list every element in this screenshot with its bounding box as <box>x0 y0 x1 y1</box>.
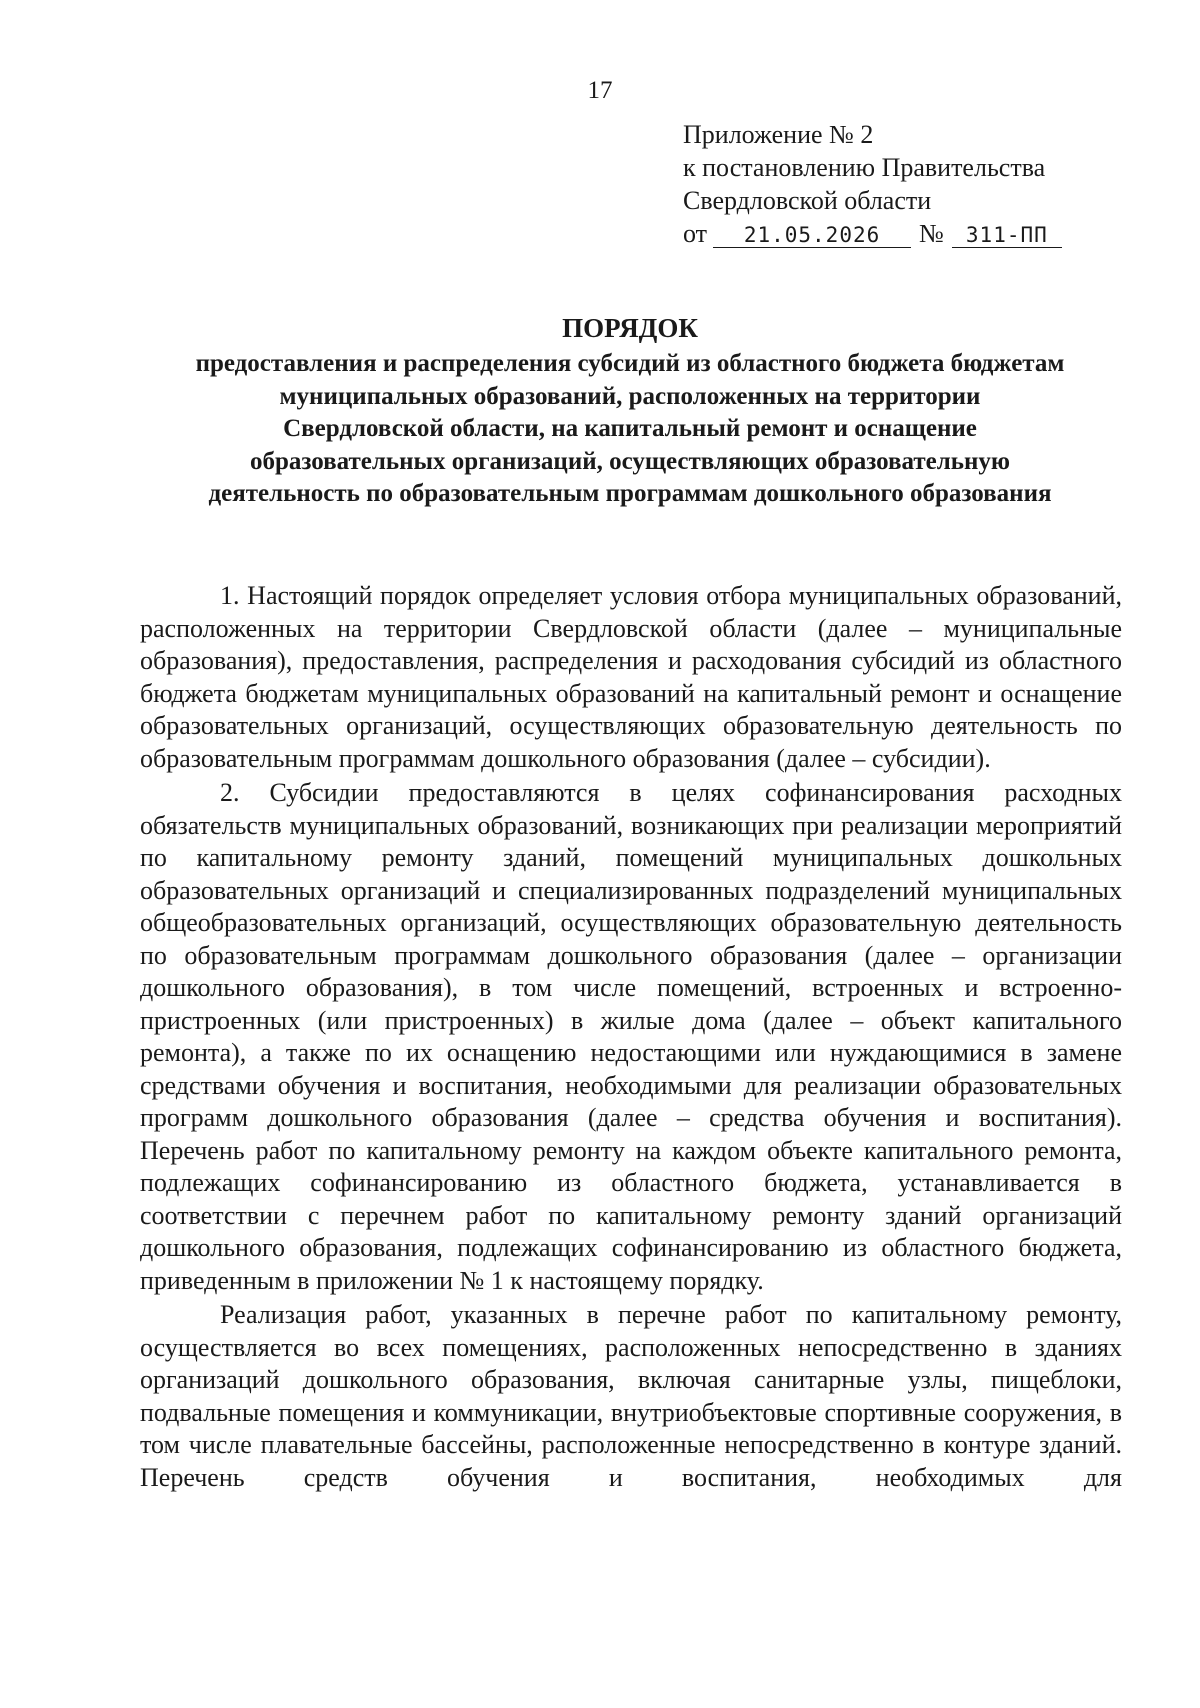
document-body <box>140 580 1122 1494</box>
page-number: 17 <box>587 77 613 104</box>
appendix-ref-line: к постановлению Правительства <box>683 153 1046 182</box>
subtitle-line: образовательных организаций, осуществляющих образовательную <box>249 447 1011 475</box>
document-subtitle <box>140 348 1120 511</box>
resolution-number: 311-ПП <box>952 223 1062 248</box>
appendix-date-number-line <box>683 217 1103 250</box>
subtitle-line: муниципальных образований, расположенных на территории <box>279 382 981 410</box>
appendix-header <box>683 118 1103 250</box>
appendix-title: Приложение № 2 <box>683 120 874 149</box>
number-label: № <box>919 219 944 248</box>
subtitle-line: Свердловской области, на капитальный ремонт и оснащение <box>283 415 977 442</box>
from-label: от <box>683 219 708 248</box>
subtitle-line: деятельность по образовательным программам дошкольного образования <box>208 480 1052 507</box>
appendix-region-line: Свердловской области <box>683 186 932 215</box>
document-title: ПОРЯДОК <box>562 313 698 343</box>
paragraph-1: 1. Настоящий порядок определяет условия отбора муниципальных образований, расположенных на территории Свердловской области (далее – муниципальные образования), предоставления, распределения и расходования субсидий из областного бюджета бюджетам муниципальных образований на капитальный ремонт и оснащение образовательных организаций, осуществляющих образовательную деятельность по образовательным программам дошкольного образования (далее – субсидии). <box>140 581 1122 773</box>
resolution-date: 21.05.2026 <box>713 223 911 248</box>
paragraph-3: Реализация работ, указанных в перечне работ по капитальному ремонту, осуществляется во всех помещениях, расположенных непосредственно в зданиях организаций дошкольного образования, включая санитарные узлы, пищеблоки, подвальные помещения и коммуникации, внутриобъектовые спортивные сооружения, в том числе плавательные бассейны, расположенные непосредственно в контуре зданий. Перечень средств обучения и воспитания, необходимых для <box>140 1300 1122 1492</box>
paragraph-2: 2. Субсидии предоставляются в целях софинансирования расходных обязательств муниципальных образований, возникающих при реализации мероприятий по капитальному ремонту зданий, помещений муниципальных дошкольных образовательных организаций и специализированных подразделений муниципальных общеобразовательных организаций, осуществляющих образовательную деятельность по образовательным программам дошкольного образования (далее – организации дошкольного образования), в том числе помещений, встроенных и встроенно-пристроенных (или пристроенных) в жилые дома (далее – объект капитального ремонта), а также по их оснащению недостающими или нуждающимися в замене средствами обучения и воспитания, необходимыми для реализации образовательных программ дошкольного образования (далее – средства обучения и воспитания). Перечень работ по капитальному ремонту на каждом объекте капитального ремонта, подлежащих софинансированию из областного бюджета, устанавливается в соответствии с перечнем работ по капитальному ремонту зданий организаций дошкольного образования, подлежащих софинансированию из областного бюджета, приведенным в приложении № 1 к настоящему порядку. <box>140 778 1122 1295</box>
subtitle-line: предоставления и распределения субсидий из областного бюджета бюджетам <box>195 350 1065 377</box>
